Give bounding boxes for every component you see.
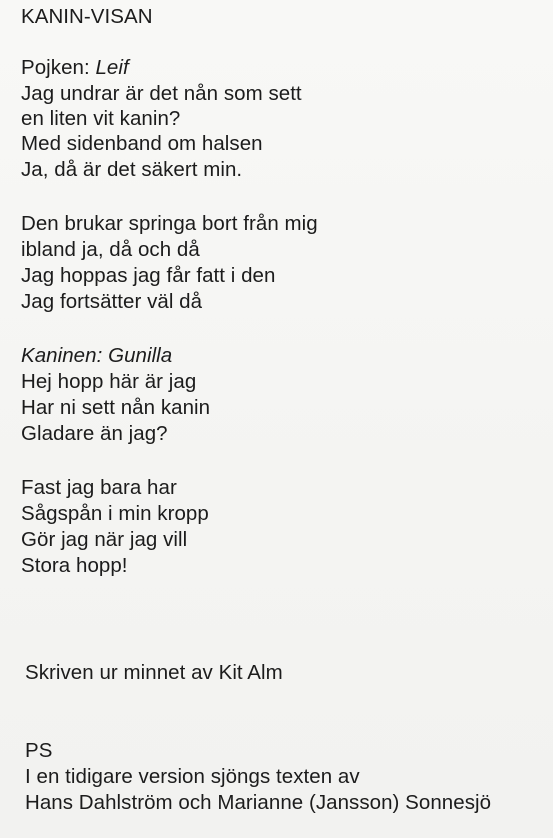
verse-line: Gör jag när jag vill <box>21 528 188 551</box>
verse-line: Jag fortsätter väl då <box>21 290 203 313</box>
verse-line: Ja, då är det säkert min. <box>21 158 243 181</box>
verse-line: Stora hopp! <box>21 554 128 577</box>
credit-line: Skriven ur minnet av Kit Alm <box>25 661 283 684</box>
verse-line: Med sidenband om halsen <box>21 132 263 155</box>
ps-line: Hans Dahlström och Marianne (Jansson) Sonnesjö <box>25 791 492 814</box>
verse-line: ibland ja, då och då <box>21 238 200 261</box>
verse-line: Den brukar springa bort från mig <box>21 212 318 235</box>
role-line-boy <box>21 55 129 81</box>
verse-line: Jag hoppas jag får fatt i den <box>21 264 276 287</box>
verse-line: en liten vit kanin? <box>21 107 181 130</box>
role-name: Leif <box>95 56 129 79</box>
verse-line: Gladare än jag? <box>21 422 168 445</box>
ps-heading: PS <box>25 739 53 762</box>
verse-line: Har ni sett nån kanin <box>21 396 211 419</box>
ps-line: I en tidigare version sjöngs texten av <box>25 765 360 788</box>
verse-line: Fast jag bara har <box>21 476 177 499</box>
verse-line: Jag undrar är det nån som sett <box>21 82 302 105</box>
verse-line: Sågspån i min kropp <box>21 502 209 525</box>
role-heading-rabbit: Kaninen: Gunilla <box>21 344 173 367</box>
verse-line: Hej hopp här är jag <box>21 370 197 393</box>
song-title: KANIN-VISAN <box>21 5 153 28</box>
role-label: Pojken: <box>21 56 90 79</box>
